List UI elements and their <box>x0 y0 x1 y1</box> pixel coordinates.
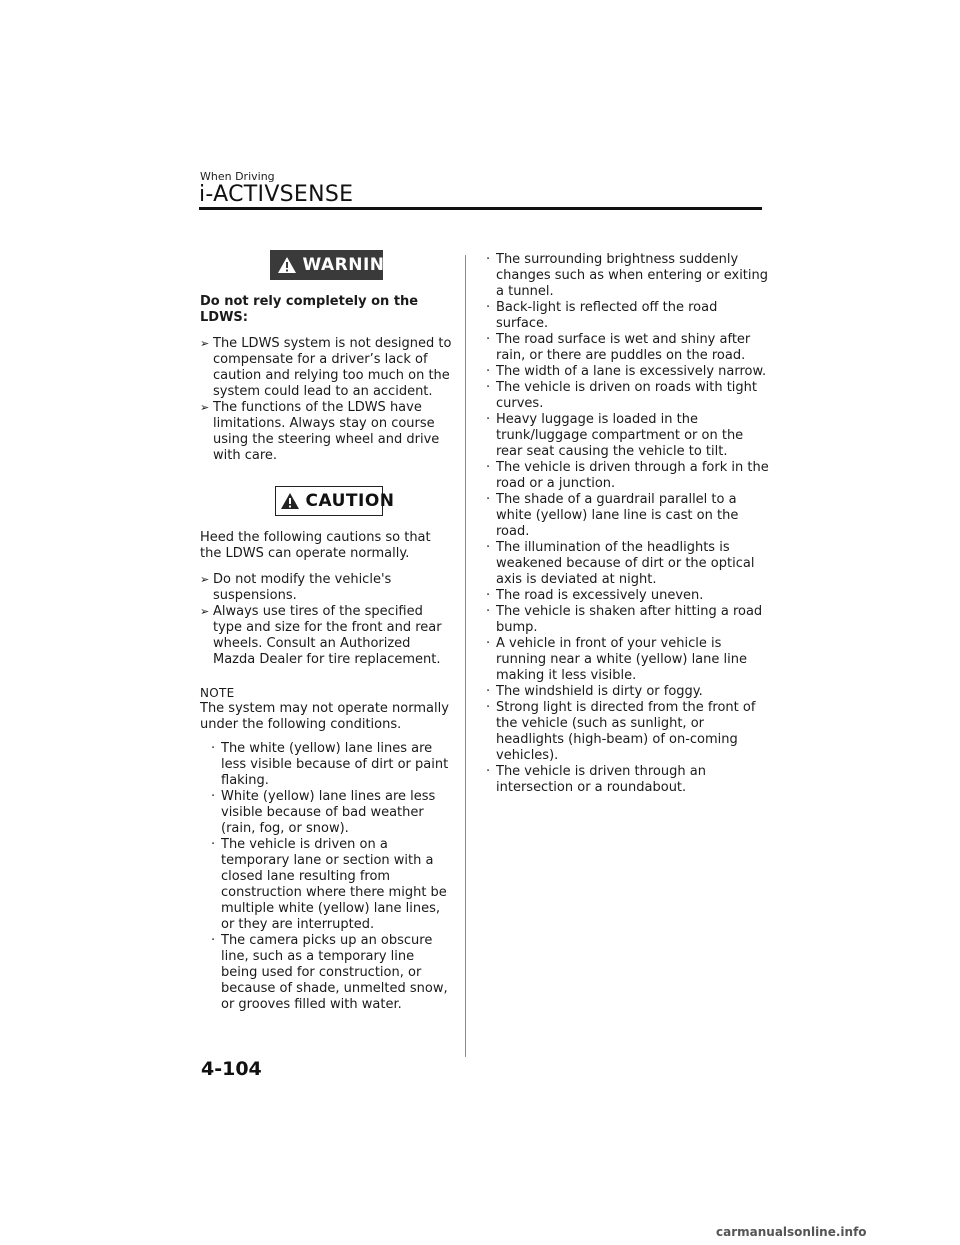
dot-bullet-icon: · <box>486 460 491 475</box>
list-item: · A vehicle in front of your vehicle is running near a white (yellow) lane line making it less visible. <box>486 636 747 683</box>
page-title: i-ACTIVSENSE <box>199 182 354 207</box>
list-item: · The illumination of the headlights is weakened because of dirt or the optical axis is deviated at night. <box>486 540 755 587</box>
list-item: · Strong light is directed from the front of the vehicle (such as sunlight, or headlights (high-beam) of on-coming vehicles). <box>486 700 756 763</box>
arrow-bullet-icon: ➢ <box>200 605 210 618</box>
dot-bullet-icon: · <box>486 636 491 651</box>
dot-bullet-icon: · <box>486 332 491 347</box>
arrow-bullet-icon: ➢ <box>200 337 210 350</box>
warning-icon <box>277 256 297 274</box>
list-item: · The road is excessively uneven. <box>486 588 704 603</box>
list-item: ➢ The functions of the LDWS have limitations. Always stay on course using the steering wheel and drive with care. <box>200 400 440 463</box>
dot-bullet-icon: · <box>211 837 216 852</box>
dot-bullet-icon: · <box>486 412 491 427</box>
list-item: · Heavy luggage is loaded in the trunk/luggage compartment or on the rear seat causing the vehicle to tilt. <box>486 412 744 459</box>
dot-bullet-icon: · <box>486 492 491 507</box>
warning-label: WARNING <box>302 255 399 275</box>
note-list-right <box>483 252 773 796</box>
header-divider <box>199 207 762 210</box>
list-item: · The camera picks up an obscure line, such as a temporary line being used for construction, or because of shade, unmelted snow, or grooves filled with water. <box>211 933 448 1012</box>
arrow-bullet-icon: ➢ <box>200 401 210 414</box>
list-item: · The width of a lane is excessively narrow. <box>486 364 767 379</box>
list-item: · The vehicle is driven through an intersection or a roundabout. <box>486 764 706 795</box>
list-item: · The vehicle is shaken after hitting a road bump. <box>486 604 763 635</box>
dot-bullet-icon: · <box>486 604 491 619</box>
list-item: · White (yellow) lane lines are less visible because of bad weather (rain, fog, or snow). <box>211 789 436 836</box>
left-column <box>200 250 452 1013</box>
list-item: · The white (yellow) lane lines are less visible because of dirt or paint flaking. <box>211 741 449 788</box>
dot-bullet-icon: · <box>486 540 491 555</box>
right-column <box>483 252 773 796</box>
note-text: The system may not operate normally under the following conditions. <box>200 701 449 732</box>
dot-bullet-icon: · <box>211 741 216 756</box>
caution-box <box>275 486 395 516</box>
list-item: ➢ Do not modify the vehicle's suspensions. <box>200 572 392 603</box>
column-divider <box>465 255 466 1057</box>
dot-bullet-icon: · <box>211 933 216 948</box>
warning-box <box>270 250 399 280</box>
page-number: 4-104 <box>201 1058 262 1080</box>
list-item: ➢ The LDWS system is not designed to compensate for a driver’s lack of caution and relying too much on the system could lead to an accident. <box>200 336 452 399</box>
list-item: ➢ Always use tires of the specified type and size for the front and rear wheels. Consult an Authorized Mazda Dealer for tire replacement. <box>200 604 442 667</box>
list-item: · The shade of a guardrail parallel to a white (yellow) lane line is cast on the road. <box>486 492 739 539</box>
caution-list <box>200 572 452 668</box>
caution-icon <box>280 492 300 510</box>
warning-list <box>200 336 452 464</box>
list-item: · The vehicle is driven on roads with tight curves. <box>486 380 758 411</box>
footer-brand: carmanualsonline.info <box>716 1225 867 1239</box>
dot-bullet-icon: · <box>486 700 491 715</box>
dot-bullet-icon: · <box>486 380 491 395</box>
warning-heading: Do not rely completely on the LDWS: <box>200 294 419 325</box>
caution-box-wrap <box>200 486 452 516</box>
list-item: · The road surface is wet and shiny after rain, or there are puddles on the road. <box>486 332 751 363</box>
dot-bullet-icon: · <box>486 300 491 315</box>
list-item: · The vehicle is driven through a fork in the road or a junction. <box>486 460 769 491</box>
list-item: · Back-light is reflected off the road surface. <box>486 300 718 331</box>
dot-bullet-icon: · <box>486 252 491 267</box>
note-list-left <box>200 741 452 1013</box>
caution-intro: Heed the following cautions so that the LDWS can operate normally. <box>200 530 431 561</box>
dot-bullet-icon: · <box>486 364 491 379</box>
dot-bullet-icon: · <box>486 684 491 699</box>
warning-box-wrap <box>200 250 452 280</box>
list-item: · The windshield is dirty or foggy. <box>486 684 703 699</box>
list-item: · The vehicle is driven on a temporary lane or section with a closed lane resulting from construction where there might be multiple white (yellow) lane lines, or they are interrupted. <box>211 837 447 932</box>
list-item: · The surrounding brightness suddenly changes such as when entering or exiting a tunnel. <box>486 252 769 299</box>
section-label: When Driving <box>200 170 275 183</box>
arrow-bullet-icon: ➢ <box>200 573 210 586</box>
dot-bullet-icon: · <box>486 764 491 779</box>
caution-label: CAUTION <box>305 491 395 511</box>
dot-bullet-icon: · <box>211 789 216 804</box>
note-label: NOTE <box>200 686 235 700</box>
dot-bullet-icon: · <box>486 588 491 603</box>
